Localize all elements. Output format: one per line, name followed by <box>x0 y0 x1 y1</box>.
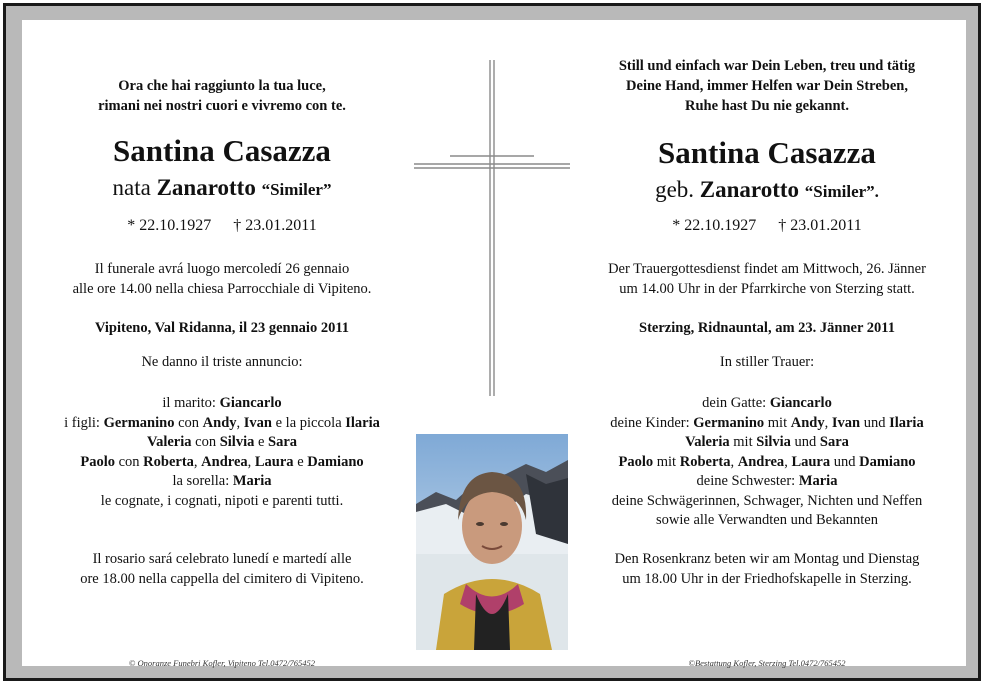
rosary-line: um 18.00 Uhr in der Friedhofskapelle in Sterzing. <box>622 570 912 587</box>
german-column <box>567 20 967 666</box>
verse-line: Deine Hand, immer Helfen war Dein Streben, <box>626 78 908 94</box>
family-line: deine Schwester: Maria <box>696 473 838 489</box>
family-line: sowie alle Verwandten und Bekannten <box>655 512 878 528</box>
announcement: Ne danno il triste annuncio: <box>141 354 303 370</box>
birth-date: * 22.10.1927 <box>672 217 757 234</box>
maiden-name: Zanarotto <box>699 177 800 202</box>
rosary-line: Den Rosenkranz beten wir am Montag und Dienstag <box>614 551 920 567</box>
german-verse <box>567 56 967 116</box>
family-line: Paolo con Roberta, Andrea, Laura e Damiano <box>80 453 364 470</box>
funeral-info <box>567 260 967 299</box>
place-date: Vipiteno, Val Ridanna, il 23 gennaio 2011 <box>94 320 350 336</box>
family-line: le cognate, i cognati, nipoti e parenti tutti. <box>100 492 344 509</box>
maiden-name-line <box>567 176 967 206</box>
family-list <box>32 394 412 511</box>
maiden-name-line <box>32 174 412 204</box>
rosary-info <box>567 550 967 589</box>
deceased-name: Santina Casazza <box>113 133 331 168</box>
family-line: deine Schwägerinnen, Schwager, Nichten und Neffen <box>611 492 923 509</box>
nickname: “Similer” <box>261 180 332 199</box>
verse-line: rimani nei nostri cuori e vivremo con te. <box>98 98 346 114</box>
family-line: dein Gatte: Giancarlo <box>702 395 832 411</box>
family-line: deine Kinder: Germanino mit Andy, Ivan und Ilaria <box>610 414 924 431</box>
death-date: † 23.01.2011 <box>778 217 862 234</box>
funeral-home-credit: ©Bestattung Kofler, Sterzing Tel.0472/765452 <box>688 658 846 668</box>
family-line: i figli: Germanino con Andy, Ivan e la piccola Ilaria <box>64 414 380 431</box>
funeral-line: alle ore 14.00 nella chiesa Parrocchiale di Vipiteno. <box>72 280 372 297</box>
card-outer-frame <box>3 3 981 681</box>
life-dates <box>567 216 967 236</box>
nickname: “Similer”. <box>804 182 879 201</box>
life-dates <box>32 216 412 236</box>
family-line: Valeria mit Silvia und Sara <box>685 434 849 450</box>
verse-line: Ora che hai raggiunto la tua luce, <box>118 78 326 94</box>
maiden-prefix: nata <box>112 175 151 200</box>
place-date: Sterzing, Ridnauntal, am 23. Jänner 2011 <box>639 320 895 336</box>
portrait-photo <box>416 434 568 650</box>
family-line: Valeria con Silvia e Sara <box>146 434 298 450</box>
funeral-info <box>32 260 412 299</box>
birth-date: * 22.10.1927 <box>127 217 212 234</box>
italian-verse <box>32 76 412 116</box>
verse-line: Still und einfach war Dein Leben, treu und tätig <box>618 58 916 74</box>
funeral-line: um 14.00 Uhr in der Pfarrkirche von Sterzing statt. <box>619 280 915 297</box>
card-inner-panel <box>22 20 966 666</box>
family-line: Paolo mit Roberta, Andrea, Laura und Damiano <box>618 453 916 470</box>
maiden-prefix: geb. <box>655 177 695 202</box>
family-line: la sorella: Maria <box>172 473 272 489</box>
funeral-home-credit: © Onoranze Funebri Kofler, Vipiteno Tel.0472/765452 <box>128 658 316 668</box>
verse-line: Ruhe hast Du nie gekannt. <box>685 98 849 114</box>
rosary-info <box>32 550 412 589</box>
announcement: In stiller Trauer: <box>719 354 815 370</box>
funeral-line: Der Trauergottesdienst findet am Mittwoch, 26. Jänner <box>608 261 926 277</box>
deceased-name: Santina Casazza <box>658 135 876 170</box>
funeral-line: Il funerale avrá luogo mercoledí 26 gennaio <box>94 261 350 277</box>
rosary-line: Il rosario sará celebrato lunedí e martedí alle <box>92 551 352 567</box>
italian-column <box>32 20 412 666</box>
family-line: il marito: Giancarlo <box>162 395 282 411</box>
maiden-name: Zanarotto <box>156 175 256 200</box>
rosary-line: ore 18.00 nella cappella del cimitero di Vipiteno. <box>80 570 364 587</box>
death-date: † 23.01.2011 <box>233 217 317 234</box>
family-list <box>567 394 967 531</box>
cross-icon <box>414 60 570 396</box>
